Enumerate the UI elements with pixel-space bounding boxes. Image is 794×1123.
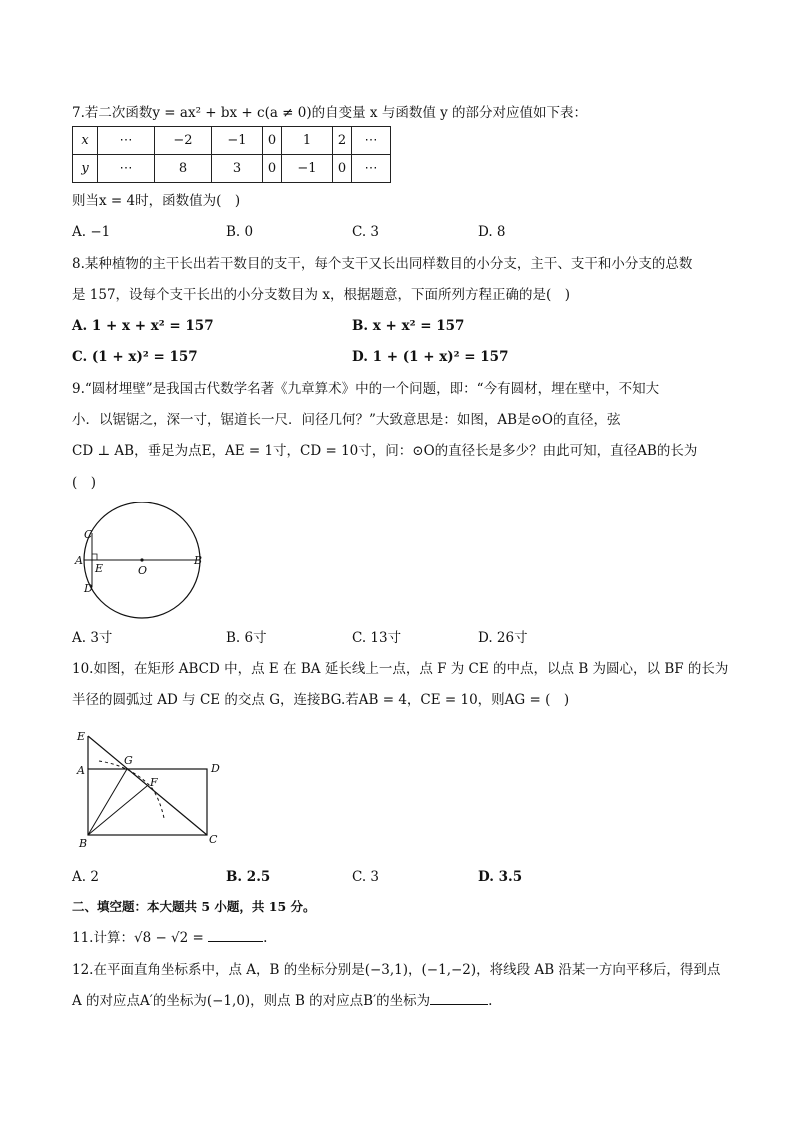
table-cell: 0: [263, 127, 282, 155]
q12-line2: A 的对应点A′的坐标为(−1,0)，则点 B 的对应点B′的坐标为 .: [72, 993, 493, 1009]
table-cell: ⋯: [352, 127, 391, 155]
label-a: A: [75, 554, 83, 567]
label-g: G: [124, 754, 133, 767]
q9-line4: ( ): [72, 475, 97, 491]
table-cell: 8: [155, 155, 212, 183]
label-b: B: [79, 837, 88, 850]
rectangle-diagram: [72, 726, 222, 852]
q11-answer-blank[interactable]: [208, 929, 263, 942]
q10-option-a: A. 2: [72, 869, 99, 885]
circle-diagram: [72, 502, 212, 620]
table-cell: ⋯: [98, 127, 155, 155]
q7-option-d: D. 8: [478, 224, 506, 240]
q9-line3: CD ⊥ AB，垂足为点E，AE = 1寸，CD = 10寸，问：⊙O的直径长是多少？由此可知，直径AB的长为: [72, 443, 698, 459]
q11-line: 11.计算：√8 − √2 = .: [72, 930, 268, 946]
q8-line1: 8.某种植物的主干长出若干数目的支干，每个支干又长出同样数目的小分支，主干、支干和小分支的总数: [72, 256, 693, 272]
table-cell: −1: [282, 155, 333, 183]
label-a: A: [77, 764, 85, 777]
table-row: [73, 127, 391, 155]
label-c: C: [84, 528, 93, 541]
table-cell: 1: [282, 127, 333, 155]
label-d: D: [84, 582, 93, 595]
q10-line1: 10.如图，在矩形 ABCD 中，点 E 在 BA 延长线上一点，点 F 为 CE 的中点，以点 B 为圆心，以 BF 的长为: [72, 661, 729, 677]
label-b: B: [194, 554, 203, 567]
q10-option-d: D. 3.5: [478, 869, 523, 885]
q12-line1: 12.在平面直角坐标系中，点 A，B 的坐标分别是(−3,1)，(−1,−2)，将线段 AB 沿某一方向平移后，得到点: [72, 962, 721, 978]
q7-option-b: B. 0: [226, 224, 254, 240]
q11-text: 11.计算：√8 − √2 =: [72, 930, 209, 946]
q9-option-b: B. 6寸: [226, 630, 267, 646]
q12-text: A 的对应点A′的坐标为(−1,0)，则点 B 的对应点B′的坐标为: [72, 993, 431, 1009]
table-cell: y: [73, 155, 98, 183]
label-o: O: [138, 564, 148, 577]
q9-line2: 小．以锯锯之，深一寸，锯道长一尺．问径几何？”大致意思是：如图，AB是⊙O的直径，弦: [72, 412, 621, 428]
table-cell: 3: [212, 155, 263, 183]
center-point: [140, 558, 143, 561]
q10-option-b: B. 2.5: [226, 869, 271, 885]
q8-option-a: A. 1 + x + x² = 157: [72, 318, 214, 334]
right-angle-mark: [92, 554, 97, 560]
table-cell: −2: [155, 127, 212, 155]
q7-stem: 7.若二次函数y = ax² + bx + c(a ≠ 0)的自变量 x 与函数值 y 的部分对应值如下表：: [72, 105, 588, 121]
table-row: [73, 155, 391, 183]
label-f: F: [150, 776, 158, 789]
q7-ask: 则当x = 4时，函数值为( ): [72, 193, 241, 209]
q12-answer-blank[interactable]: [430, 992, 488, 1005]
q8-line2: 是 157，设每个支干长出的小分支数目为 x，根据题意，下面所列方程正确的是( ): [72, 287, 570, 303]
segment-bg: [88, 769, 127, 835]
table-cell: 0: [263, 155, 282, 183]
q7-option-a: A. −1: [72, 224, 111, 240]
q10-option-c: C. 3: [352, 869, 380, 885]
q9-option-a: A. 3寸: [72, 630, 113, 646]
table-cell: x: [73, 127, 98, 155]
label-c: C: [209, 833, 218, 846]
table-cell: ⋯: [352, 155, 391, 183]
segment-bf: [88, 786, 147, 835]
table-cell: 0: [333, 155, 352, 183]
label-d: D: [211, 762, 220, 775]
section-heading: 二、填空题：本大题共 5 小题，共 15 分。: [72, 899, 316, 914]
table-cell: ⋯: [98, 155, 155, 183]
q8-option-c: C. (1 + x)² = 157: [72, 349, 198, 365]
label-e: E: [77, 730, 86, 743]
q8-option-d: D. 1 + (1 + x)² = 157: [352, 349, 509, 365]
q9-option-d: D. 26寸: [478, 630, 528, 646]
q9-option-c: C. 13寸: [352, 630, 402, 646]
label-e: E: [95, 562, 104, 575]
q8-option-b: B. x + x² = 157: [352, 318, 465, 334]
table-cell: 2: [333, 127, 352, 155]
q10-line2: 半径的圆弧过 AD 与 CE 的交点 G，连接BG.若AB = 4，CE = 10，则AG = ( ): [72, 692, 570, 708]
q7-option-c: C. 3: [352, 224, 380, 240]
q9-line1: 9.“圆材埋壁”是我国古代数学名著《九章算术》中的一个问题，即：“今有圆材，埋在壁中，不知大: [72, 381, 660, 397]
rectangle-abcd: [88, 769, 207, 835]
q7-value-table: [72, 126, 391, 183]
table-cell: −1: [212, 127, 263, 155]
